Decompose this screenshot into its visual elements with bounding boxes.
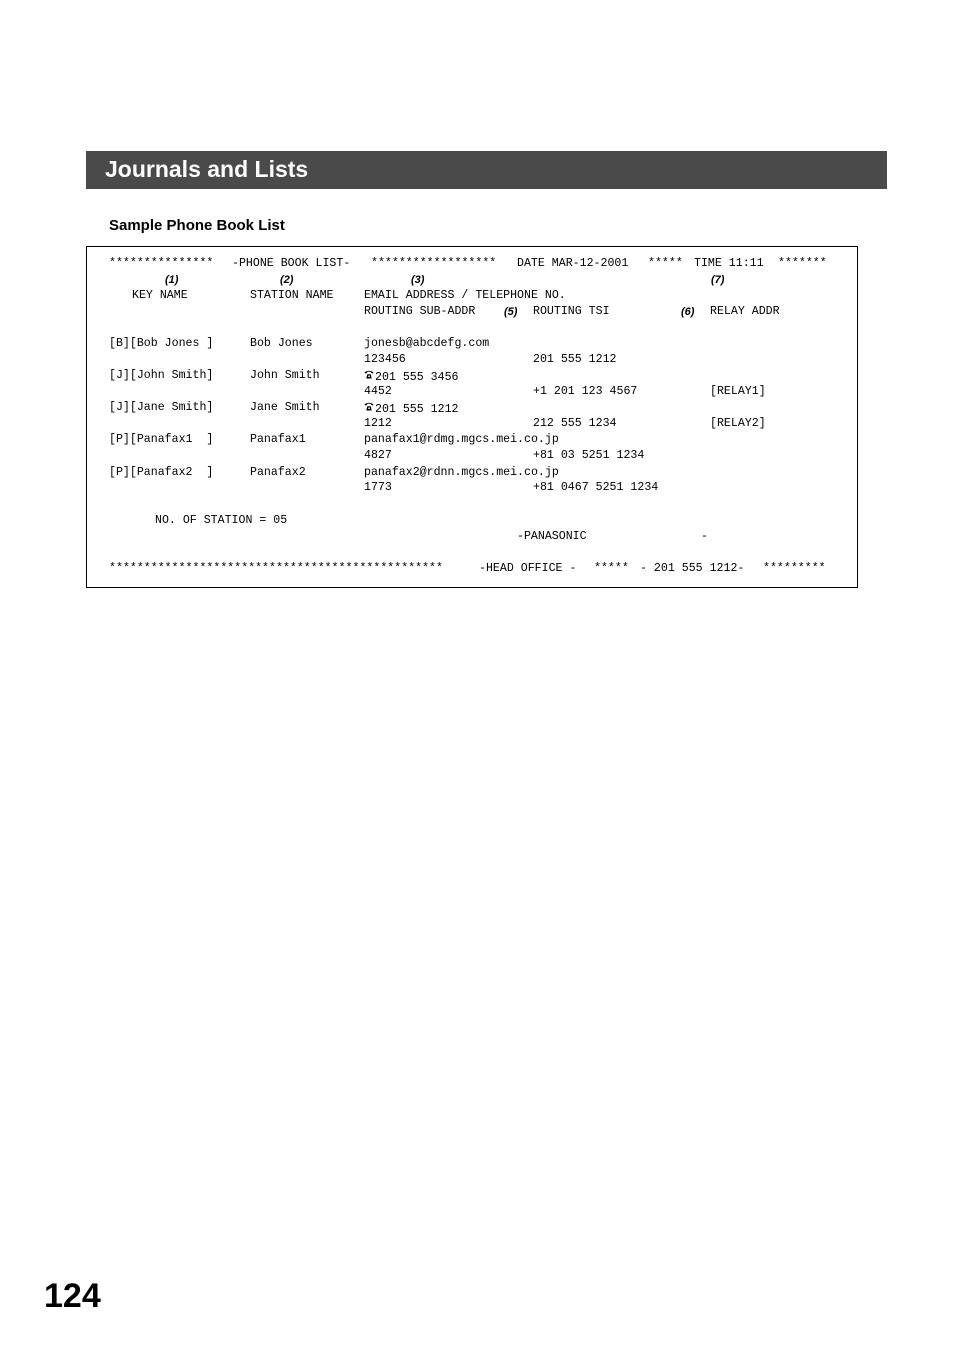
entry-station-name: Bob Jones [250, 337, 313, 350]
entry-address-line [364, 401, 459, 417]
column-email-tel: EMAIL ADDRESS / TELEPHONE NO. [364, 289, 566, 302]
entry-routing-tsi: +81 0467 5251 1234 [533, 481, 659, 494]
entry-routing-tsi: +1 201 123 4567 [533, 385, 638, 398]
footer-stars-mid: ***** [594, 562, 629, 575]
column-routing-tsi: ROUTING TSI [533, 305, 610, 318]
column-routing-sub-addr: ROUTING SUB-ADDR [364, 305, 476, 318]
entry-address: panafax1@rdmg.mgcs.mei.co.jp [364, 433, 559, 446]
header-stars-right: ******* [778, 257, 827, 270]
marker-3: (3) [411, 274, 425, 286]
entry-relay-addr: [RELAY2] [710, 417, 766, 430]
entry-key-name: [P][Panafax1 ] [109, 433, 214, 446]
header-stars-mid: ****************** [371, 257, 497, 270]
phone-book-list [86, 246, 858, 588]
entry-routing-tsi: 212 555 1234 [533, 417, 617, 430]
section-title: Journals and Lists [105, 156, 309, 182]
page-number: 124 [44, 1277, 101, 1315]
header-stars-left: *************** [109, 257, 214, 270]
column-key-name: KEY NAME [132, 289, 188, 302]
footer-phone: - 201 555 1212- [640, 562, 745, 575]
list-title: -PHONE BOOK LIST- [232, 257, 351, 270]
telephone-icon [364, 369, 374, 379]
marker-6: (6) [681, 306, 695, 318]
entry-routing-tsi: +81 03 5251 1234 [533, 449, 645, 462]
station-count: NO. OF STATION = 05 [155, 514, 288, 527]
column-station-name: STATION NAME [250, 289, 334, 302]
subtitle: Sample Phone Book List [109, 217, 285, 234]
marker-7: (7) [711, 274, 725, 286]
marker-5: (5) [504, 306, 518, 318]
footer-office: -HEAD OFFICE - [479, 562, 577, 575]
entry-key-name: [J][John Smith] [109, 369, 214, 382]
entry-address-line [364, 369, 459, 385]
entry-sub-addr: 4827 [364, 449, 392, 462]
entry-station-name: Panafax2 [250, 466, 306, 479]
footer-stars-left: ************************************************ [109, 562, 443, 575]
telephone-icon [364, 401, 374, 411]
entry-relay-addr: [RELAY1] [710, 385, 766, 398]
entry-address: 201 555 1212 [375, 403, 459, 416]
entry-station-name: John Smith [250, 369, 320, 382]
entry-station-name: Panafax1 [250, 433, 306, 446]
panasonic-label: -PANASONIC [517, 530, 587, 543]
entry-sub-addr: 1212 [364, 417, 392, 430]
column-relay-addr: RELAY ADDR [710, 305, 780, 318]
entry-key-name: [J][Jane Smith] [109, 401, 214, 414]
marker-1: (1) [165, 274, 179, 286]
entry-sub-addr: 123456 [364, 353, 406, 366]
entry-address: jonesb@abcdefg.com [364, 337, 490, 350]
panasonic-dash: - [701, 530, 708, 543]
entry-station-name: Jane Smith [250, 401, 320, 414]
entry-address: panafax2@rdnn.mgcs.mei.co.jp [364, 466, 559, 479]
footer-stars-right: ********* [763, 562, 826, 575]
header-date: DATE MAR-12-2001 [517, 257, 629, 270]
entry-routing-tsi: 201 555 1212 [533, 353, 617, 366]
entry-key-name: [B][Bob Jones ] [109, 337, 214, 350]
marker-2: (2) [280, 274, 294, 286]
header-stars-between: ***** [648, 257, 683, 270]
entry-address: 201 555 3456 [375, 371, 459, 384]
entry-sub-addr: 4452 [364, 385, 392, 398]
entry-key-name: [P][Panafax2 ] [109, 466, 214, 479]
header-time: TIME 11:11 [694, 257, 764, 270]
section-header-bar [86, 151, 887, 189]
entry-sub-addr: 1773 [364, 481, 392, 494]
